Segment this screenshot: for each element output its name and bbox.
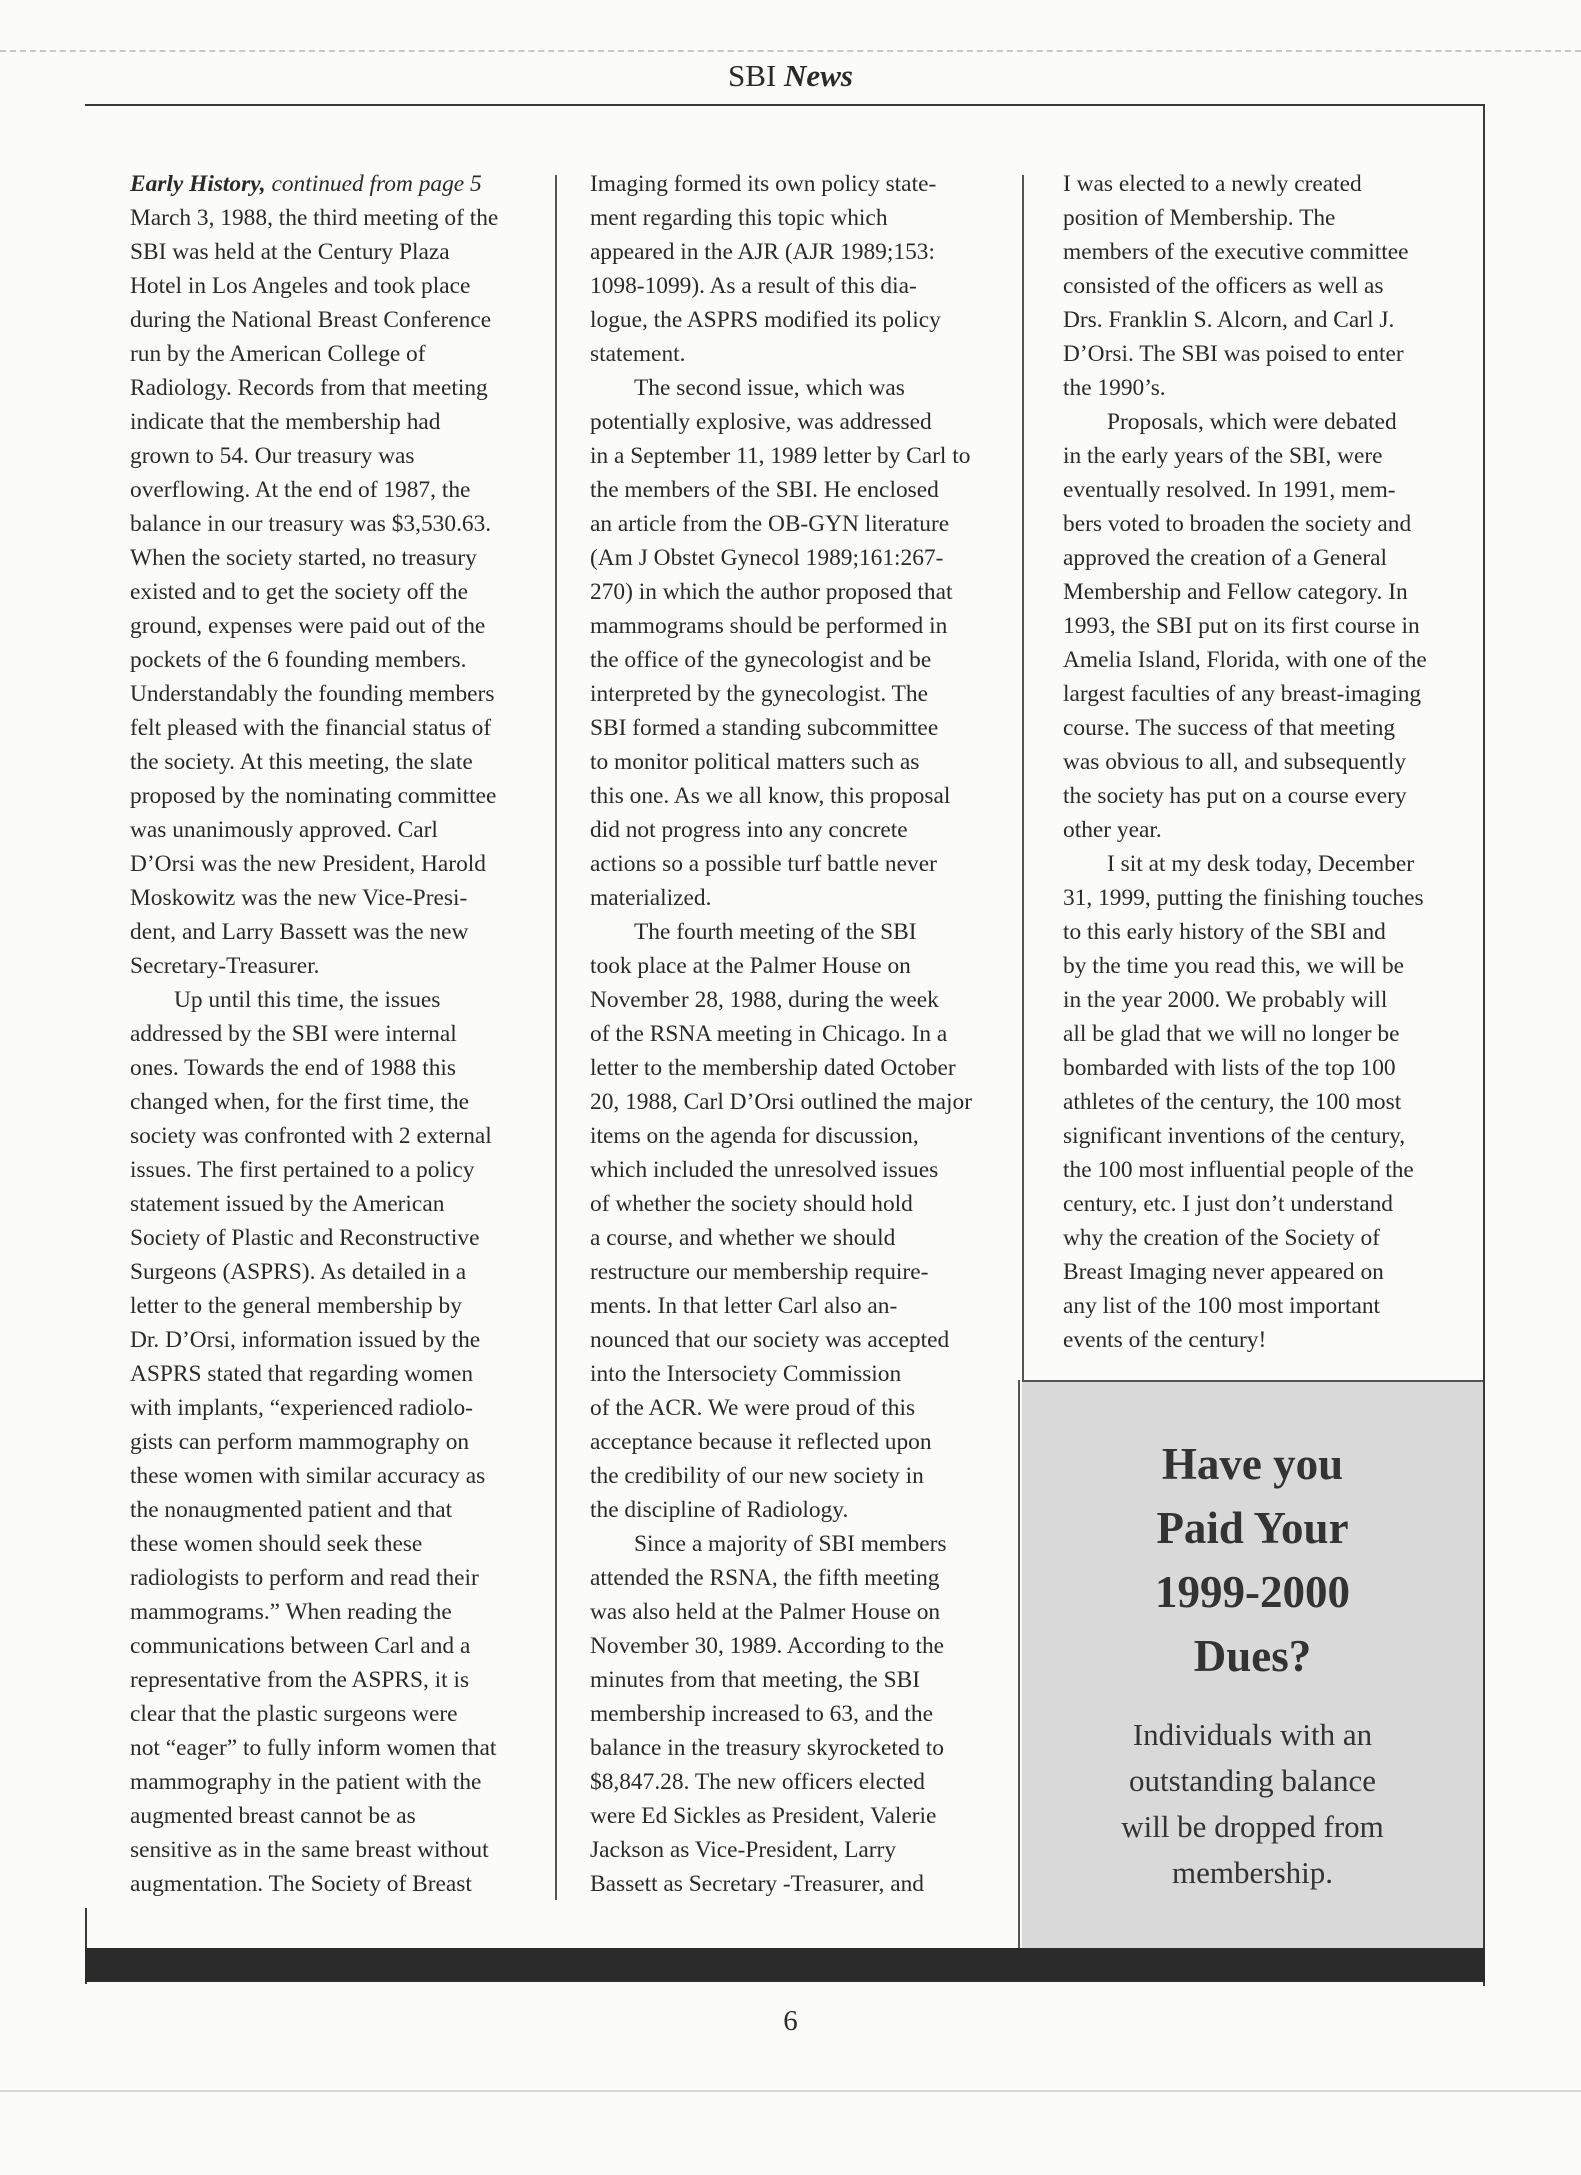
text-line: of the RSNA meeting in Chicago. In a: [590, 1021, 948, 1047]
text-line: Proposals, which were debated: [1107, 409, 1397, 435]
article-column-2: [590, 167, 1000, 1901]
text-line: during the National Breast Conference: [130, 307, 492, 333]
text-line: I was elected to a newly created: [1063, 171, 1362, 197]
text-line: 20, 1988, Carl D’Orsi outlined the major: [590, 1089, 972, 1115]
text-line: in the early years of the SBI, were: [1063, 443, 1383, 469]
text-line: an article from the OB-GYN literature: [590, 511, 950, 537]
text-line: Up until this time, the issues: [174, 987, 441, 1013]
text-line: March 3, 1988, the third meeting of the: [130, 205, 499, 231]
text-line: these women with similar accuracy as: [130, 1463, 486, 1489]
text-line: Dr. D’Orsi, information issued by the: [130, 1327, 481, 1353]
text-line: in the year 2000. We probably will: [1063, 987, 1388, 1013]
text-line: the office of the gynecologist and be: [590, 647, 932, 673]
page-number: 6: [783, 2005, 798, 2037]
col2-paragraph-4: [590, 1527, 1000, 1901]
text-line: The second issue, which was: [634, 375, 905, 401]
text-line: the nonaugmented patient and that: [130, 1497, 453, 1523]
text-line: Membership and Fellow category. In: [1063, 579, 1408, 605]
dues-headline-line: 1999-2000: [1155, 1567, 1350, 1617]
text-line: letter to the general membership by: [130, 1293, 462, 1319]
text-line: The fourth meeting of the SBI: [634, 919, 917, 945]
text-line: Society of Plastic and Reconstructive: [130, 1225, 480, 1251]
text-line: When the society started, no treasury: [130, 545, 477, 571]
text-line: which included the unresolved issues: [590, 1157, 939, 1183]
text-line: not “eager” to fully inform women that: [130, 1735, 497, 1761]
text-line: Since a majority of SBI members: [634, 1531, 947, 1557]
text-line: run by the American College of: [130, 341, 426, 367]
text-line: consisted of the officers as well as: [1063, 273, 1384, 299]
col1-paragraph-2: [130, 983, 540, 1901]
text-line: acceptance because it reflected upon: [590, 1429, 932, 1455]
col3-paragraph-2: [1063, 405, 1453, 847]
text-line: proposed by the nominating committee: [130, 783, 497, 809]
text-line: balance in our treasury was $3,530.63.: [130, 511, 492, 537]
text-line: did not progress into any concrete: [590, 817, 908, 843]
text-line: the 1990’s.: [1063, 375, 1166, 401]
text-line: Jackson as Vice-President, Larry: [590, 1837, 897, 1863]
text-line: issues. The first pertained to a policy: [130, 1157, 475, 1183]
text-line: Radiology. Records from that meeting: [130, 375, 488, 401]
text-line: 270) in which the author proposed that: [590, 579, 953, 605]
text-line: changed when, for the first time, the: [130, 1089, 470, 1115]
text-line: representative from the ASPRS, it is: [130, 1667, 470, 1693]
text-line: Amelia Island, Florida, with one of the: [1063, 647, 1427, 673]
dues-body-line: outstanding balance: [1128, 1763, 1377, 1798]
text-line: November 28, 1988, during the week: [590, 987, 939, 1013]
col2-paragraph-2: [590, 371, 1000, 915]
text-line: appeared in the AJR (AJR 1989;153:: [590, 239, 935, 265]
col3-paragraph-1: [1063, 167, 1453, 405]
text-line: members of the executive committee: [1063, 239, 1409, 265]
dues-body: [1022, 1712, 1483, 1896]
text-line: the 100 most influential people of the: [1063, 1157, 1414, 1183]
text-line: 1993, the SBI put on its first course in: [1063, 613, 1420, 639]
text-line: attended the RSNA, the fifth meeting: [590, 1565, 940, 1591]
text-line: of whether the society should hold: [590, 1191, 913, 1217]
text-line: felt pleased with the financial status of: [130, 715, 492, 741]
text-line: society was confronted with 2 external: [130, 1123, 492, 1149]
text-line: the society has put on a course every: [1063, 783, 1407, 809]
article-column-3: [1063, 167, 1453, 1357]
text-line: course. The success of that meeting: [1063, 715, 1396, 741]
col2-paragraph-1: [590, 167, 1000, 371]
text-line: November 30, 1989. According to the: [590, 1633, 945, 1659]
text-line: was unanimously approved. Carl: [130, 817, 438, 843]
text-line: a course, and whether we should: [590, 1225, 896, 1251]
text-line: Secretary-Treasurer.: [130, 953, 320, 979]
text-line: the credibility of our new society in: [590, 1463, 924, 1489]
text-line: SBI was held at the Century Plaza: [130, 239, 450, 265]
text-line: the society. At this meeting, the slate: [130, 749, 473, 775]
text-line: (Am J Obstet Gynecol 1989;161:267-: [590, 545, 944, 571]
text-line: to this early history of the SBI and: [1063, 919, 1386, 945]
text-line: balance in the treasury skyrocketed to: [590, 1735, 944, 1761]
text-line: the discipline of Radiology.: [590, 1497, 849, 1523]
text-line: mammograms should be performed in: [590, 613, 948, 639]
text-line: largest faculties of any breast-imaging: [1063, 681, 1422, 707]
text-line: clear that the plastic surgeons were: [130, 1701, 458, 1727]
text-line: letter to the membership dated October: [590, 1055, 956, 1081]
text-line: were Ed Sickles as President, Valerie: [590, 1803, 937, 1829]
text-line: augmented breast cannot be as: [130, 1803, 416, 1829]
dues-headline: [1022, 1432, 1483, 1688]
text-line: took place at the Palmer House on: [590, 953, 911, 979]
text-line: century, etc. I just don’t understand: [1063, 1191, 1393, 1217]
text-line: $8,847.28. The new officers elected: [590, 1769, 925, 1795]
text-line: D’Orsi was the new President, Harold: [130, 851, 486, 877]
text-line: items on the agenda for discussion,: [590, 1123, 919, 1149]
text-line: SBI formed a standing subcommittee: [590, 715, 939, 741]
text-line: Imaging formed its own policy state-: [590, 171, 937, 197]
text-line: existed and to get the society off the: [130, 579, 468, 605]
text-line: interpreted by the gynecologist. The: [590, 681, 928, 707]
header-prefix: SBI: [728, 58, 777, 93]
column-divider-1: [555, 175, 557, 1900]
scan-edge-bottom: [0, 2090, 1581, 2092]
text-line: by the time you read this, we will be: [1063, 953, 1405, 979]
byline-title: Early History,: [130, 171, 266, 197]
text-line: actions so a possible turf battle never: [590, 851, 937, 877]
text-line: indicate that the membership had: [130, 409, 441, 435]
text-line: grown to 54. Our treasury was: [130, 443, 415, 469]
header-italic: News: [784, 58, 853, 93]
text-line: position of Membership. The: [1063, 205, 1336, 231]
col2-paragraph-3: [590, 915, 1000, 1527]
footer-bar: [85, 1948, 1485, 1982]
text-line: significant inventions of the century,: [1063, 1123, 1406, 1149]
text-line: Understandably the founding members: [130, 681, 495, 707]
col1-paragraph-1: [130, 201, 540, 983]
text-line: sensitive as in the same breast without: [130, 1837, 489, 1863]
text-line: Drs. Franklin S. Alcorn, and Carl J.: [1063, 307, 1395, 333]
text-line: gists can perform mammography on: [130, 1429, 470, 1455]
text-line: bombarded with lists of the top 100: [1063, 1055, 1396, 1081]
text-line: Bassett as Secretary -Treasurer, and: [590, 1871, 925, 1897]
text-line: logue, the ASPRS modified its policy: [590, 307, 941, 333]
text-line: Surgeons (ASPRS). As detailed in a: [130, 1259, 467, 1285]
text-line: Moskowitz was the new Vice-Presi-: [130, 885, 468, 911]
text-line: athletes of the century, the 100 most: [1063, 1089, 1402, 1115]
text-line: potentially explosive, was addressed: [590, 409, 932, 435]
newsletter-header: [0, 58, 1581, 94]
text-line: pockets of the 6 founding members.: [130, 647, 467, 673]
text-line: radiologists to perform and read their: [130, 1565, 479, 1591]
text-line: to monitor political matters such as: [590, 749, 920, 775]
text-line: addressed by the SBI were internal: [130, 1021, 457, 1047]
text-line: mammography in the patient with the: [130, 1769, 482, 1795]
text-line: eventually resolved. In 1991, mem-: [1063, 477, 1396, 503]
text-line: Breast Imaging never appeared on: [1063, 1259, 1384, 1285]
text-line: this one. As we all know, this proposal: [590, 783, 951, 809]
dues-headline-line: Have you: [1161, 1439, 1344, 1489]
text-line: I sit at my desk today, December: [1107, 851, 1415, 877]
text-line: why the creation of the Society of: [1063, 1225, 1380, 1251]
text-line: Hotel in Los Angeles and took place: [130, 273, 471, 299]
text-line: ASPRS stated that regarding women: [130, 1361, 474, 1387]
text-line: ones. Towards the end of 1988 this: [130, 1055, 457, 1081]
text-line: the members of the SBI. He enclosed: [590, 477, 939, 503]
text-line: bers voted to broaden the society and: [1063, 511, 1412, 537]
text-line: materialized.: [590, 885, 712, 911]
text-line: D’Orsi. The SBI was poised to enter: [1063, 341, 1404, 367]
dues-headline-line: Dues?: [1193, 1631, 1312, 1681]
text-line: was also held at the Palmer House on: [590, 1599, 941, 1625]
dues-body-line: membership.: [1172, 1855, 1333, 1890]
text-line: 1098-1099). As a result of this dia-: [590, 273, 917, 299]
text-line: communications between Carl and a: [130, 1633, 471, 1659]
text-line: approved the creation of a General: [1063, 545, 1388, 571]
text-line: ment regarding this topic which: [590, 205, 888, 231]
text-line: augmentation. The Society of Breast: [130, 1871, 472, 1897]
text-line: mammograms.” When reading the: [130, 1599, 452, 1625]
text-line: into the Intersociety Commission: [590, 1361, 902, 1387]
col3-paragraph-3: [1063, 847, 1453, 1357]
text-line: overflowing. At the end of 1987, the: [130, 477, 471, 503]
text-line: dent, and Larry Bassett was the new: [130, 919, 469, 945]
text-line: any list of the 100 most important: [1063, 1293, 1381, 1319]
notice-box-left-border: [1018, 1380, 1020, 1948]
text-line: statement issued by the American: [130, 1191, 445, 1217]
dues-body-line: Individuals with an: [1132, 1717, 1373, 1752]
text-line: restructure our membership require-: [590, 1259, 929, 1285]
text-line: nounced that our society was accepted: [590, 1327, 950, 1353]
text-line: membership increased to 63, and the: [590, 1701, 933, 1727]
byline-note: continued from page 5: [265, 171, 482, 197]
text-line: statement.: [590, 341, 686, 367]
text-line: ments. In that letter Carl also an-: [590, 1293, 898, 1319]
dues-body-line: will be dropped from: [1121, 1809, 1384, 1844]
text-line: other year.: [1063, 817, 1162, 843]
text-line: these women should seek these: [130, 1531, 423, 1557]
text-line: ground, expenses were paid out of the: [130, 613, 486, 639]
scan-edge-top: [0, 50, 1581, 52]
text-line: with implants, “experienced radiolo-: [130, 1395, 473, 1421]
text-line: in a September 11, 1989 letter by Carl to: [590, 443, 971, 469]
dues-notice-box: [1022, 1380, 1483, 1950]
dues-headline-line: Paid Your: [1156, 1503, 1349, 1553]
text-line: events of the century!: [1063, 1327, 1267, 1353]
text-line: 31, 1999, putting the finishing touches: [1063, 885, 1424, 911]
text-line: all be glad that we will no longer be: [1063, 1021, 1400, 1047]
text-line: of the ACR. We were proud of this: [590, 1395, 916, 1421]
text-line: minutes from that meeting, the SBI: [590, 1667, 921, 1693]
text-line: was obvious to all, and subsequently: [1063, 749, 1407, 775]
continued-byline: [130, 167, 540, 201]
article-column-1: [130, 167, 540, 1901]
